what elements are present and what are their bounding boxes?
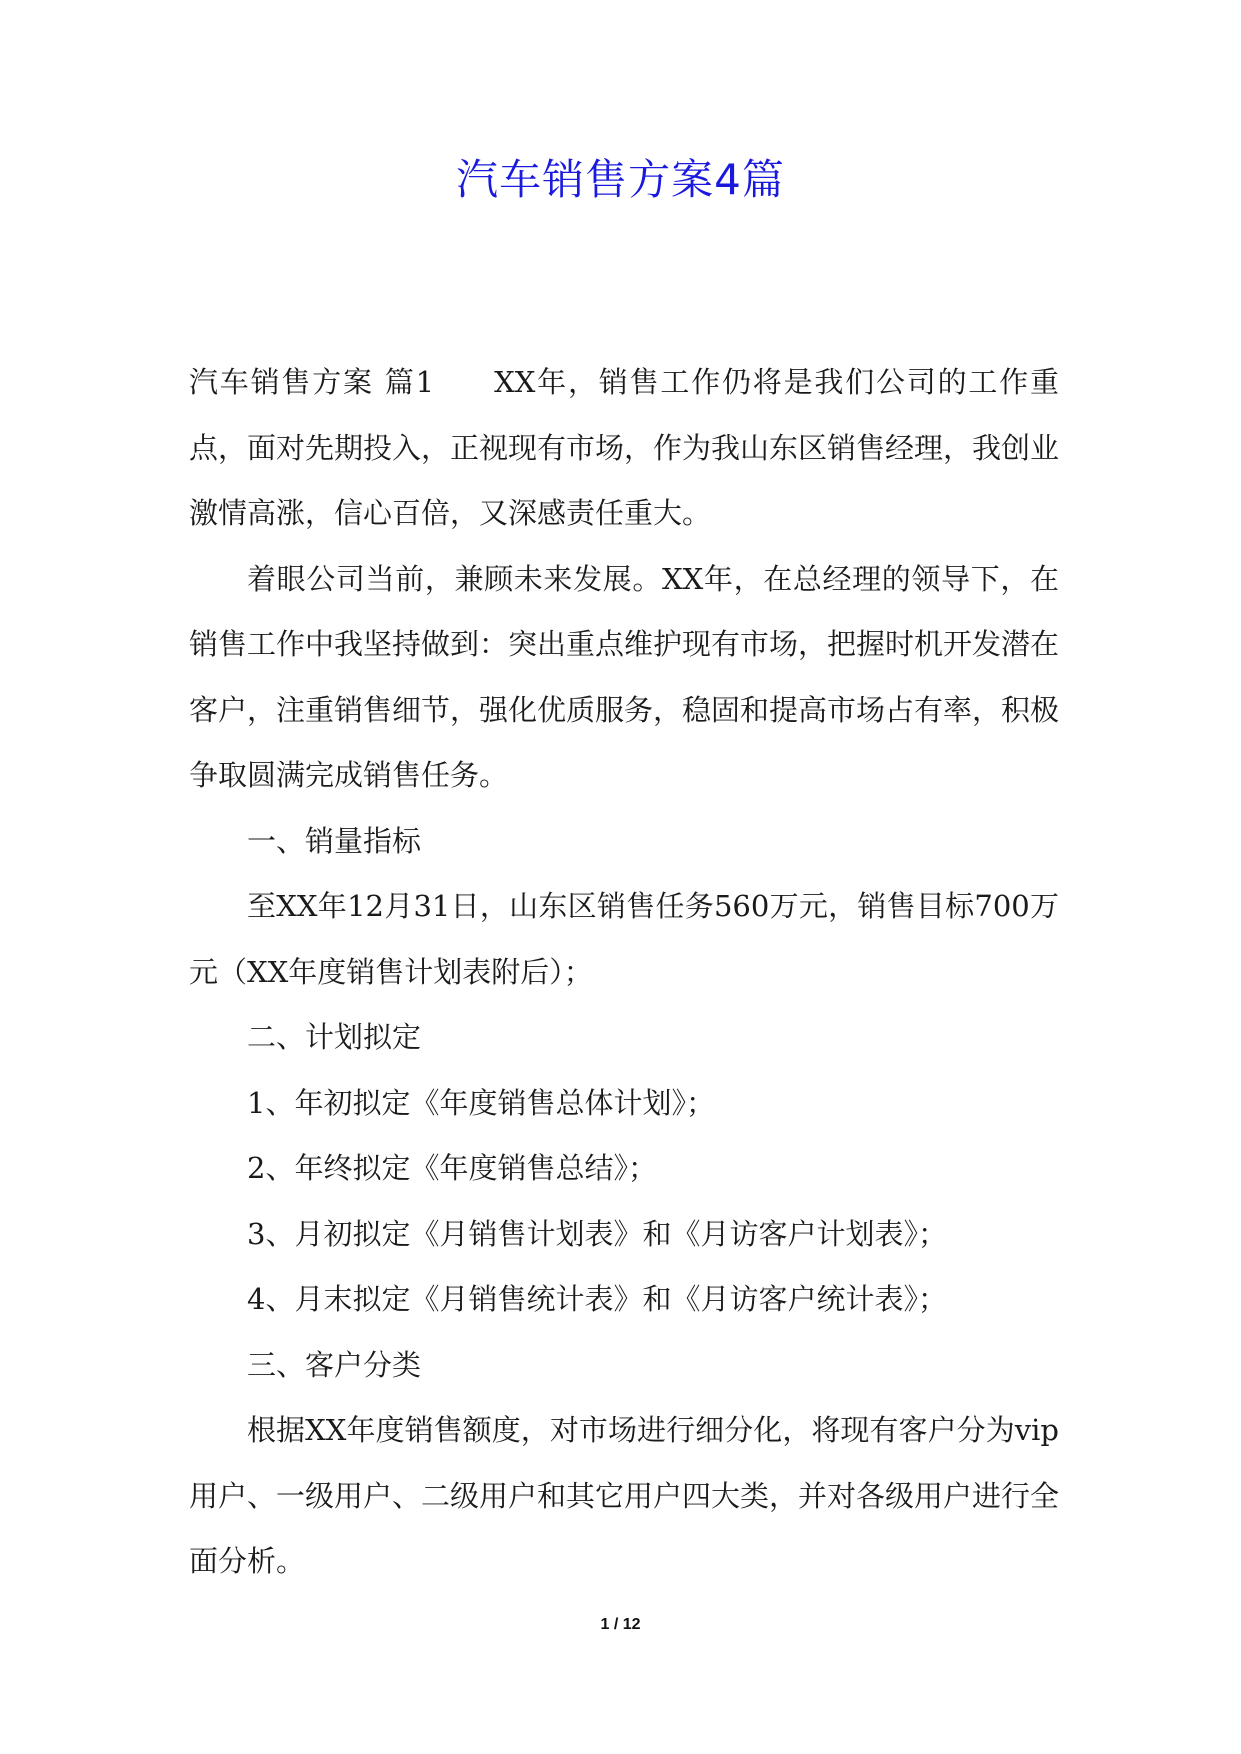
section-heading: 一、销量指标 [247, 823, 422, 858]
list-item: 2、年终拟定《年度销售总结》； [247, 1151, 657, 1185]
list-item: 1、年初拟定《年度销售总体计划》； [247, 1085, 715, 1120]
intro-paragraph [189, 350, 1059, 547]
document-body [189, 350, 1059, 1595]
intro-text: XX年，销售工作仍将是我们公司的工作重点，面对先期投入，正视现有市场，作为我山东区销售经理，我创业激情高涨，信心百倍，又深感责任重大。 [189, 365, 1060, 530]
section-heading: 三、客户分类 [247, 1347, 422, 1382]
paragraph: 至XX年12月31日，山东区销售任务560万元，销售目标700万元（XX年度销售计划表附后）； [189, 889, 1059, 989]
paragraph: 根据XX年度销售额度，对市场进行细分化，将现有客户分为vip用户、一级用户、二级用户和其它用户四大类，并对各级用户进行全面分析。 [189, 1413, 1060, 1578]
document-title: 汽车销售方案4篇 [456, 155, 785, 204]
section-heading: 二、计划拟定 [247, 1020, 422, 1054]
intro-heading: 汽车销售方案 篇1 [189, 365, 435, 399]
list-item: 3、月初拟定《月销售计划表》和《月访客户计划表》； [247, 1216, 947, 1251]
page-number: 1 / 12 [600, 1616, 641, 1633]
paragraph: 着眼公司当前，兼顾未来发展。XX年，在总经理的领导下，在销售工作中我坚持做到：突出重点维护现有市场，把握时机开发潜在客户，注重销售细节，强化优质服务，稳固和提高市场占有率，积极争取圆满完成销售任务。 [189, 561, 1060, 792]
list-item: 4、月末拟定《月销售统计表》和《月访客户统计表》； [247, 1282, 947, 1316]
